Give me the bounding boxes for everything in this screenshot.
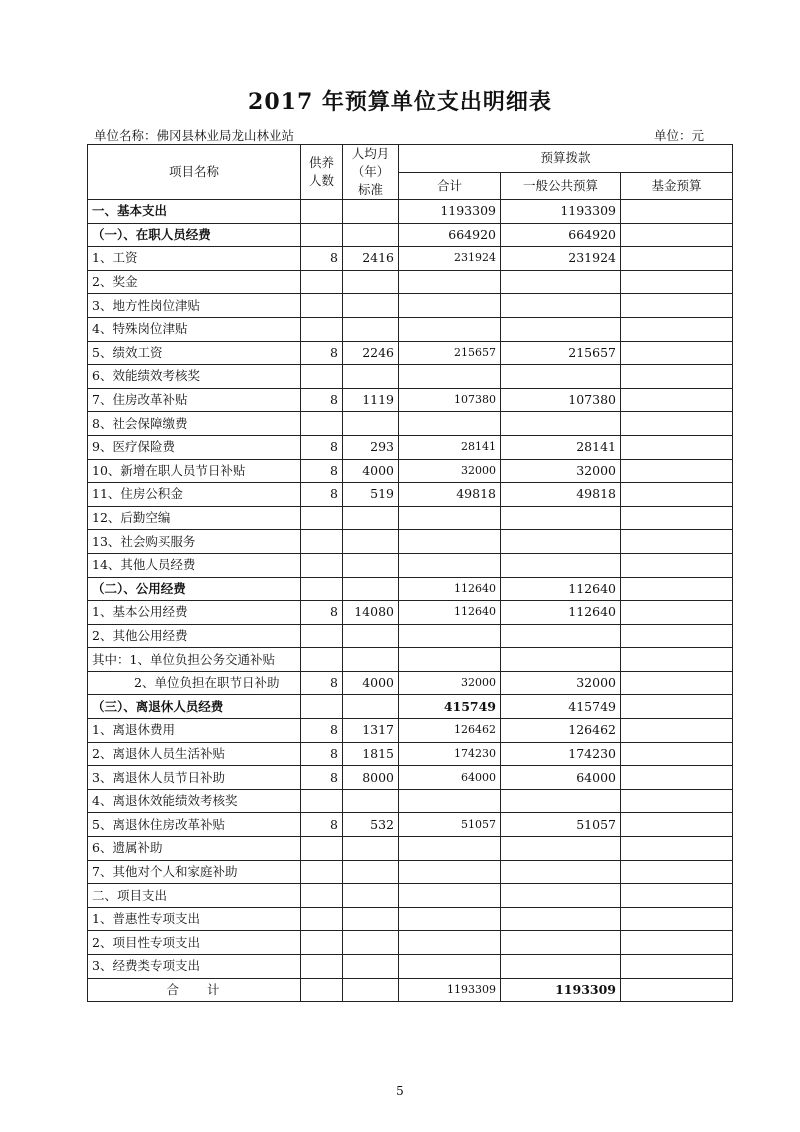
row-people-cell: 8 xyxy=(301,483,343,507)
row-fund-budget-cell xyxy=(621,553,733,577)
header-per-capita: 人均月 （年） 标准 xyxy=(343,145,399,200)
row-standard-cell: 1317 xyxy=(343,719,399,743)
row-people-cell: 8 xyxy=(301,719,343,743)
table-row xyxy=(88,601,733,625)
table-header xyxy=(88,145,733,200)
row-general-budget-cell xyxy=(501,884,621,908)
row-fund-budget-cell xyxy=(621,412,733,436)
row-general-budget-cell xyxy=(501,648,621,672)
table-row xyxy=(88,388,733,412)
row-people-cell xyxy=(301,200,343,224)
table-row xyxy=(88,435,733,459)
table-row xyxy=(88,837,733,861)
row-people-cell xyxy=(301,553,343,577)
row-standard-cell: 14080 xyxy=(343,601,399,625)
table-row xyxy=(88,860,733,884)
unit-name-label: 单位名称：佛冈县林业局龙山林业站 xyxy=(94,128,295,143)
row-people-cell xyxy=(301,223,343,247)
row-fund-budget-cell xyxy=(621,671,733,695)
row-standard-cell xyxy=(343,577,399,601)
row-general-budget-cell xyxy=(501,789,621,813)
row-people-cell: 8 xyxy=(301,813,343,837)
row-name-cell: 5、绩效工资 xyxy=(88,341,301,365)
row-people-cell xyxy=(301,955,343,979)
row-fund-budget-cell xyxy=(621,341,733,365)
header-budget-group: 预算拨款 xyxy=(399,145,733,173)
table-row xyxy=(88,270,733,294)
row-total-cell xyxy=(399,955,501,979)
row-total-cell: 51057 xyxy=(399,813,501,837)
row-standard-cell xyxy=(343,955,399,979)
row-total-cell: 64000 xyxy=(399,766,501,790)
row-general-budget-cell xyxy=(501,317,621,341)
row-standard-cell xyxy=(343,553,399,577)
row-total-cell: 664920 xyxy=(399,223,501,247)
header-fund-budget: 基金预算 xyxy=(621,172,733,200)
row-people-cell: 8 xyxy=(301,435,343,459)
row-fund-budget-cell xyxy=(621,247,733,271)
row-name-cell: 2、项目性专项支出 xyxy=(88,931,301,955)
row-total-cell: 32000 xyxy=(399,459,501,483)
row-name-cell: 3、地方性岗位津贴 xyxy=(88,294,301,318)
row-total-cell xyxy=(399,648,501,672)
row-fund-budget-cell xyxy=(621,884,733,908)
budget-table xyxy=(87,144,733,1002)
row-general-budget-cell xyxy=(501,506,621,530)
table-row xyxy=(88,412,733,436)
table-row xyxy=(88,624,733,648)
row-general-budget-cell xyxy=(501,907,621,931)
table-row xyxy=(88,978,733,1002)
row-general-budget-cell xyxy=(501,624,621,648)
table-row xyxy=(88,553,733,577)
row-standard-cell: 2416 xyxy=(343,247,399,271)
row-people-cell: 8 xyxy=(301,742,343,766)
row-total-cell: 112640 xyxy=(399,577,501,601)
row-fund-budget-cell xyxy=(621,601,733,625)
row-total-cell xyxy=(399,317,501,341)
row-standard-cell xyxy=(343,978,399,1002)
row-name-cell: 14、其他人员经费 xyxy=(88,553,301,577)
row-total-cell xyxy=(399,553,501,577)
row-name-cell: 5、离退休住房改革补贴 xyxy=(88,813,301,837)
row-standard-cell xyxy=(343,907,399,931)
row-people-cell: 8 xyxy=(301,601,343,625)
row-fund-budget-cell xyxy=(621,506,733,530)
table-row xyxy=(88,671,733,695)
row-people-cell xyxy=(301,577,343,601)
row-total-cell xyxy=(399,789,501,813)
row-people-cell xyxy=(301,506,343,530)
row-standard-cell: 8000 xyxy=(343,766,399,790)
row-people-cell xyxy=(301,907,343,931)
row-general-budget-cell: 32000 xyxy=(501,671,621,695)
row-people-cell xyxy=(301,931,343,955)
row-fund-budget-cell xyxy=(621,978,733,1002)
row-total-cell: 1193309 xyxy=(399,200,501,224)
table-row xyxy=(88,459,733,483)
row-people-cell xyxy=(301,978,343,1002)
table-row xyxy=(88,884,733,908)
row-total-cell xyxy=(399,884,501,908)
header-people: 供养人数 xyxy=(301,145,343,200)
row-general-budget-cell: 174230 xyxy=(501,742,621,766)
row-standard-cell: 2246 xyxy=(343,341,399,365)
row-name-cell: 12、后勤空编 xyxy=(88,506,301,530)
row-people-cell xyxy=(301,624,343,648)
row-general-budget-cell: 215657 xyxy=(501,341,621,365)
row-people-cell xyxy=(301,789,343,813)
table-body xyxy=(88,200,733,1002)
row-fund-budget-cell xyxy=(621,270,733,294)
row-standard-cell xyxy=(343,270,399,294)
row-fund-budget-cell xyxy=(621,294,733,318)
row-name-cell: 8、社会保障缴费 xyxy=(88,412,301,436)
row-standard-cell: 1815 xyxy=(343,742,399,766)
row-general-budget-cell: 1193309 xyxy=(501,200,621,224)
row-people-cell xyxy=(301,365,343,389)
row-total-cell: 28141 xyxy=(399,435,501,459)
row-people-cell: 8 xyxy=(301,671,343,695)
row-name-cell: 2、单位负担在职节日补助 xyxy=(88,671,301,695)
row-general-budget-cell: 64000 xyxy=(501,766,621,790)
row-general-budget-cell xyxy=(501,412,621,436)
row-people-cell xyxy=(301,695,343,719)
row-people-cell xyxy=(301,648,343,672)
row-general-budget-cell xyxy=(501,270,621,294)
row-fund-budget-cell xyxy=(621,459,733,483)
row-standard-cell xyxy=(343,506,399,530)
row-standard-cell xyxy=(343,648,399,672)
row-total-cell xyxy=(399,365,501,389)
row-fund-budget-cell xyxy=(621,766,733,790)
row-name-cell: 10、新增在职人员节日补贴 xyxy=(88,459,301,483)
row-total-cell: 112640 xyxy=(399,601,501,625)
row-name-cell: 4、特殊岗位津贴 xyxy=(88,317,301,341)
row-fund-budget-cell xyxy=(621,530,733,554)
row-fund-budget-cell xyxy=(621,435,733,459)
table-row xyxy=(88,247,733,271)
row-people-cell xyxy=(301,294,343,318)
row-general-budget-cell: 51057 xyxy=(501,813,621,837)
row-general-budget-cell: 49818 xyxy=(501,483,621,507)
row-total-cell xyxy=(399,624,501,648)
table-row xyxy=(88,931,733,955)
row-fund-budget-cell xyxy=(621,813,733,837)
row-standard-cell xyxy=(343,365,399,389)
row-fund-budget-cell xyxy=(621,223,733,247)
row-people-cell: 8 xyxy=(301,341,343,365)
row-name-cell: 3、离退休人员节日补助 xyxy=(88,766,301,790)
row-standard-cell xyxy=(343,412,399,436)
row-standard-cell xyxy=(343,317,399,341)
row-total-cell xyxy=(399,412,501,436)
row-people-cell: 8 xyxy=(301,459,343,483)
row-fund-budget-cell xyxy=(621,907,733,931)
row-general-budget-cell: 107380 xyxy=(501,388,621,412)
table-row xyxy=(88,577,733,601)
table-row xyxy=(88,294,733,318)
header-general-budget: 一般公共预算 xyxy=(501,172,621,200)
table-row xyxy=(88,789,733,813)
header-total: 合计 xyxy=(399,172,501,200)
row-name-cell: 11、住房公积金 xyxy=(88,483,301,507)
row-total-cell: 1193309 xyxy=(399,978,501,1002)
row-standard-cell: 532 xyxy=(343,813,399,837)
row-name-cell: 1、基本公用经费 xyxy=(88,601,301,625)
row-name-cell: 二、项目支出 xyxy=(88,884,301,908)
row-standard-cell xyxy=(343,695,399,719)
row-total-cell xyxy=(399,860,501,884)
row-general-budget-cell: 32000 xyxy=(501,459,621,483)
row-people-cell xyxy=(301,530,343,554)
row-name-cell: 一、基本支出 xyxy=(88,200,301,224)
row-standard-cell: 1119 xyxy=(343,388,399,412)
row-name-cell: （二）、公用经费 xyxy=(88,577,301,601)
row-fund-budget-cell xyxy=(621,483,733,507)
row-general-budget-cell: 231924 xyxy=(501,247,621,271)
row-general-budget-cell xyxy=(501,294,621,318)
row-general-budget-cell xyxy=(501,553,621,577)
row-standard-cell: 293 xyxy=(343,435,399,459)
row-name-cell: 1、普惠性专项支出 xyxy=(88,907,301,931)
row-name-cell: 2、离退休人员生活补贴 xyxy=(88,742,301,766)
row-fund-budget-cell xyxy=(621,200,733,224)
row-total-cell xyxy=(399,530,501,554)
row-general-budget-cell xyxy=(501,365,621,389)
table-row xyxy=(88,955,733,979)
table-row xyxy=(88,530,733,554)
table-row xyxy=(88,341,733,365)
row-name-cell: 6、效能绩效考核奖 xyxy=(88,365,301,389)
row-fund-budget-cell xyxy=(621,789,733,813)
table-row xyxy=(88,317,733,341)
row-fund-budget-cell xyxy=(621,577,733,601)
row-name-cell: 7、其他对个人和家庭补助 xyxy=(88,860,301,884)
row-name-cell: 9、医疗保险费 xyxy=(88,435,301,459)
row-name-cell: 1、工资 xyxy=(88,247,301,271)
row-standard-cell: 4000 xyxy=(343,459,399,483)
row-general-budget-cell xyxy=(501,931,621,955)
row-general-budget-cell: 126462 xyxy=(501,719,621,743)
row-people-cell xyxy=(301,270,343,294)
row-general-budget-cell: 112640 xyxy=(501,601,621,625)
table-row xyxy=(88,223,733,247)
row-total-cell: 231924 xyxy=(399,247,501,271)
row-people-cell: 8 xyxy=(301,247,343,271)
row-standard-cell xyxy=(343,884,399,908)
row-name-cell: 3、经费类专项支出 xyxy=(88,955,301,979)
row-total-cell: 415749 xyxy=(399,695,501,719)
table-row xyxy=(88,200,733,224)
row-general-budget-cell xyxy=(501,860,621,884)
row-people-cell xyxy=(301,860,343,884)
row-general-budget-cell xyxy=(501,530,621,554)
row-name-cell: 6、遗属补助 xyxy=(88,837,301,861)
row-fund-budget-cell xyxy=(621,624,733,648)
table-row xyxy=(88,506,733,530)
row-name-cell: （一）、在职人员经费 xyxy=(88,223,301,247)
row-general-budget-cell xyxy=(501,837,621,861)
row-total-cell xyxy=(399,837,501,861)
row-general-budget-cell: 1193309 xyxy=(501,978,621,1002)
row-name-cell: （三）、离退休人员经费 xyxy=(88,695,301,719)
row-standard-cell xyxy=(343,789,399,813)
row-fund-budget-cell xyxy=(621,317,733,341)
row-total-cell xyxy=(399,506,501,530)
row-fund-budget-cell xyxy=(621,388,733,412)
row-fund-budget-cell xyxy=(621,719,733,743)
table-row xyxy=(88,742,733,766)
table-row xyxy=(88,907,733,931)
row-name-cell: 2、其他公用经费 xyxy=(88,624,301,648)
row-fund-budget-cell xyxy=(621,742,733,766)
row-total-cell: 215657 xyxy=(399,341,501,365)
table-row xyxy=(88,719,733,743)
row-total-cell xyxy=(399,270,501,294)
page-number: 5 xyxy=(396,1084,404,1098)
row-name-cell: 7、住房改革补贴 xyxy=(88,388,301,412)
row-general-budget-cell: 415749 xyxy=(501,695,621,719)
row-total-cell xyxy=(399,907,501,931)
row-standard-cell xyxy=(343,931,399,955)
row-fund-budget-cell xyxy=(621,648,733,672)
row-general-budget-cell: 112640 xyxy=(501,577,621,601)
row-fund-budget-cell xyxy=(621,837,733,861)
row-total-cell: 126462 xyxy=(399,719,501,743)
table-row xyxy=(88,695,733,719)
row-general-budget-cell: 28141 xyxy=(501,435,621,459)
row-fund-budget-cell xyxy=(621,695,733,719)
row-name-cell: 2、奖金 xyxy=(88,270,301,294)
table-row xyxy=(88,648,733,672)
row-general-budget-cell xyxy=(501,955,621,979)
row-name-cell: 合计 xyxy=(88,978,301,1002)
row-standard-cell xyxy=(343,530,399,554)
row-standard-cell: 519 xyxy=(343,483,399,507)
table-row xyxy=(88,766,733,790)
row-total-cell xyxy=(399,931,501,955)
row-name-cell: 其中：1、单位负担公务交通补贴 xyxy=(88,648,301,672)
row-fund-budget-cell xyxy=(621,365,733,389)
page-title: 2017 年预算单位支出明细表 xyxy=(248,89,552,115)
row-people-cell xyxy=(301,317,343,341)
row-standard-cell xyxy=(343,294,399,318)
row-standard-cell xyxy=(343,860,399,884)
row-people-cell xyxy=(301,884,343,908)
row-standard-cell xyxy=(343,624,399,648)
row-standard-cell: 4000 xyxy=(343,671,399,695)
row-people-cell: 8 xyxy=(301,766,343,790)
row-total-cell xyxy=(399,294,501,318)
row-standard-cell xyxy=(343,200,399,224)
row-people-cell xyxy=(301,837,343,861)
row-total-cell: 32000 xyxy=(399,671,501,695)
currency-unit-label: 单位：元 xyxy=(654,128,705,143)
header-item-name: 项目名称 xyxy=(88,145,301,200)
row-people-cell xyxy=(301,412,343,436)
row-general-budget-cell: 664920 xyxy=(501,223,621,247)
row-name-cell: 4、离退休效能绩效考核奖 xyxy=(88,789,301,813)
row-name-cell: 13、社会购买服务 xyxy=(88,530,301,554)
table-row xyxy=(88,365,733,389)
table-row xyxy=(88,483,733,507)
row-total-cell: 174230 xyxy=(399,742,501,766)
row-fund-budget-cell xyxy=(621,931,733,955)
row-total-cell: 107380 xyxy=(399,388,501,412)
row-name-cell: 1、离退休费用 xyxy=(88,719,301,743)
row-standard-cell xyxy=(343,223,399,247)
row-fund-budget-cell xyxy=(621,955,733,979)
row-total-cell: 49818 xyxy=(399,483,501,507)
row-standard-cell xyxy=(343,837,399,861)
table-row xyxy=(88,813,733,837)
row-fund-budget-cell xyxy=(621,860,733,884)
row-people-cell: 8 xyxy=(301,388,343,412)
